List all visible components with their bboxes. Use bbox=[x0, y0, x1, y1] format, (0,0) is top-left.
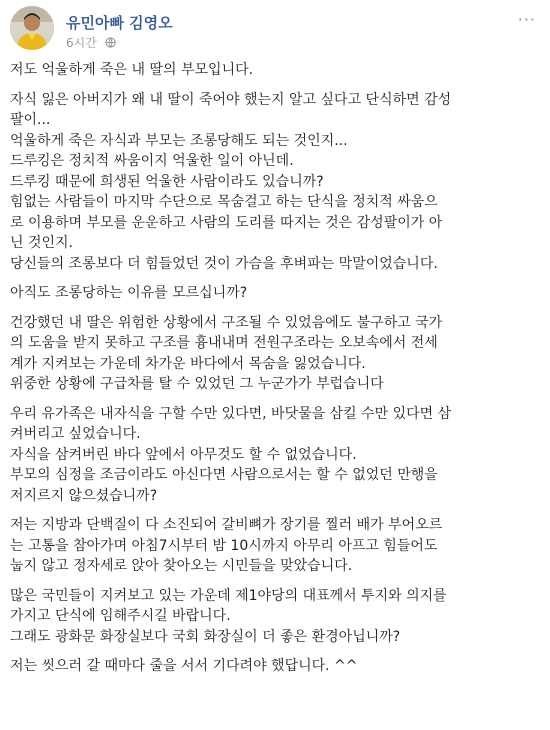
post-meta bbox=[66, 34, 116, 51]
post-header bbox=[10, 6, 540, 54]
post-paragraph: 저도 억울하게 죽은 내 딸의 부모입니다. bbox=[10, 62, 254, 78]
more-options-icon[interactable]: ··· bbox=[517, 10, 536, 29]
post-paragraph: 우리 유가족은 내자식을 구할 수만 있다면, 바닷물을 삼킬 수만 있다면 삼 켜버리고 싶었습니다. 자식을 삼켜버린 바다 앞에서 아무것도 할 수 없었습니다. 부모의 심정을 조금이라도 아신다면 사람으로서는 할 수 없었던 만행을 저지르지 않으셨습니까? bbox=[10, 405, 452, 504]
post-time[interactable]: 6시간 bbox=[66, 36, 97, 50]
author-name[interactable]: 유민아빠 김영오 bbox=[66, 14, 173, 32]
post-paragraph: 저는 씻으러 갈 때마다 줄을 서서 기다려야 했답니다. ^^ bbox=[10, 658, 358, 674]
globe-icon bbox=[105, 37, 116, 51]
post-paragraph: 건강했던 내 딸은 위험한 상황에서 구조될 수 있었음에도 불구하고 국가 의 도움을 받지 못하고 구조를 흉내내며 전원구조라는 오보속에서 전세 계가 지켜보는 가운데 차가운 바다에서 목숨을 잃었습니다. 위중한 상황에 구급차를 탈 수 있었던 그 누군가가 부럽습니다 bbox=[10, 314, 443, 392]
post-body bbox=[10, 60, 542, 686]
post-paragraph: 아직도 조롱당하는 이유를 모르십니까? bbox=[10, 285, 248, 301]
post-paragraph: 많은 국민들이 지켜보고 있는 가운데 제1야당의 대표께서 투지와 의지를 가지고 단식에 임해주시길 바랍니다. 그래도 광화문 화장실보다 국회 화장실이 더 좋은 환경아닙니까? bbox=[10, 587, 447, 645]
post-paragraph: 저는 지방과 단백질이 다 소진되어 갈비뼈가 장기를 찔러 배가 부어오르 는 고통을 참아가며 아침7시부터 밤 10시까지 아무리 아프고 힘들어도 눕지 않고 정자세로 앉아 찾아오는 시민들을 맞았습니다. bbox=[10, 517, 443, 574]
post-paragraph: 자식 잃은 아버지가 왜 내 딸이 죽어야 했는지 알고 싶다고 단식하면 감성 팔이... 억울하게 죽은 자식과 부모는 조롱당해도 되는 것인지... 드루킹은 정치적 싸움이지 억울한 일이 아닌데. 드루킹 때문에 희생된 억울한 사람이라도 있습니까? 힘없는 사람들이 마지막 수단으로 목숨걸고 하는 단식을 정치적 싸움으 로 이용하며 부모를 운운하고 사람의 도리를 따지는 것은 감성팔이가 아 닌 것인지. 당신들의 조롱보다 더 힘들었던 것이 가슴을 후벼파는 막말이었습니다. bbox=[10, 91, 452, 272]
avatar[interactable] bbox=[10, 6, 54, 50]
avatar-image bbox=[10, 6, 54, 50]
